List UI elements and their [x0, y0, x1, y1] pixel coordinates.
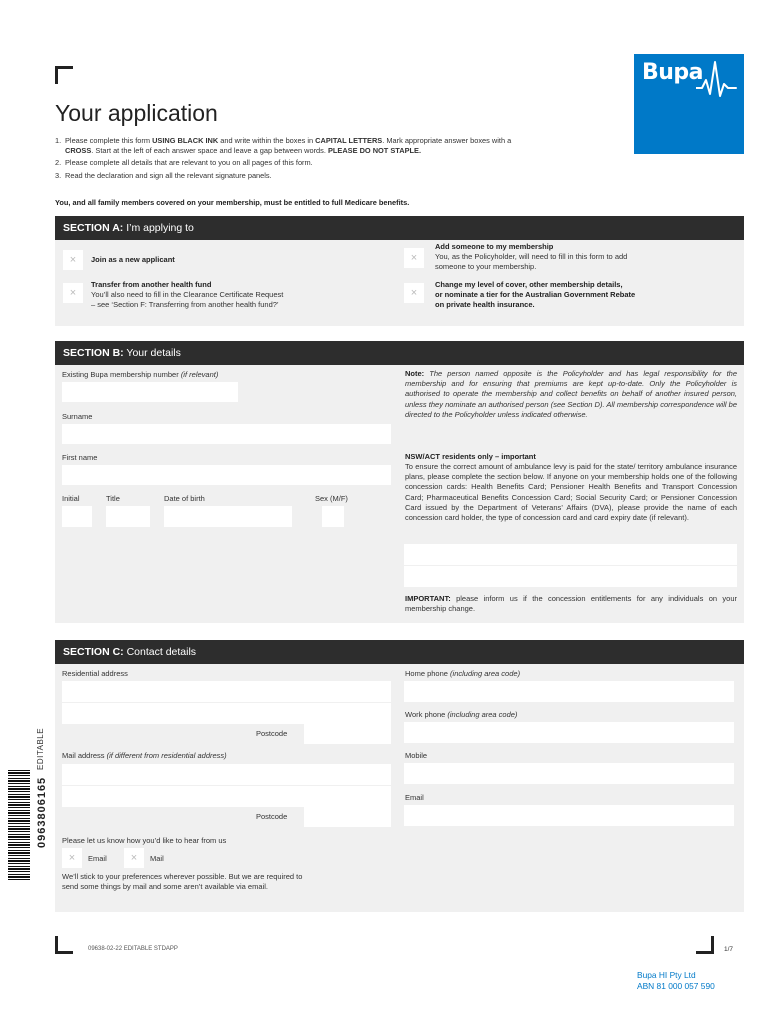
- email-label: Email: [405, 793, 424, 802]
- company-details: Bupa HI Pty Ltd ABN 81 000 057 590: [637, 970, 715, 991]
- instructions: [55, 136, 525, 183]
- existing-membership-label: Existing Bupa membership number (if relevant): [62, 370, 219, 379]
- existing-membership-input[interactable]: [62, 382, 238, 402]
- first-name-input[interactable]: [62, 465, 391, 485]
- nsw-act-text: To ensure the correct amount of ambulance levy is paid for the state/ territory ambulance insurance plans, please complete the section below. If anyone on your membership holds one of the following concession cards: Health Benefits Card; Pensioner Health Benefits and Transport Concession Card; Pharmaceutical Benefits Concession Card; Social Security Card; or Pensioner Concession Card issued by the Department of Veterans’ Affairs (DVA), please provide the name of each concession card holder, the type of concession card and card expiry date (if relevant).: [405, 462, 737, 523]
- form-code: 09638-02-22 EDITABLE STDAPP: [88, 946, 178, 952]
- mail-address-label: Mail address (if different from residential address): [62, 751, 227, 760]
- mail-preference-checkbox[interactable]: ×: [124, 848, 144, 868]
- change-cover-checkbox[interactable]: ×: [404, 283, 424, 303]
- section-a: [55, 216, 744, 326]
- section-c: [55, 640, 744, 912]
- instruction-1: 1. Please complete this form USING BLACK INK and write within the boxes in CAPITAL LETTERS. Mark appropriate answer boxes with a CROSS. Start at the left of each answer space and leave a gap between words. PLEASE DO NOT STAPLE.: [55, 136, 512, 155]
- barcode-number: 0963806165: [36, 776, 48, 848]
- barcode: [8, 770, 30, 880]
- bupa-logo: [634, 54, 744, 154]
- email-input[interactable]: [404, 805, 734, 826]
- section-a-heading: SECTION A: I’m applying to: [55, 216, 744, 240]
- editable-side-label: EDITABLE: [36, 727, 45, 770]
- mobile-input[interactable]: [404, 763, 734, 784]
- sex-label: Sex (M/F): [315, 494, 348, 503]
- change-cover-label: Change my level of cover, other membership details, or nominate a tier for the Australian Government Rebate on private health insurance.: [435, 280, 636, 310]
- title-input[interactable]: [106, 506, 150, 527]
- first-name-label: First name: [62, 453, 98, 462]
- preferences-note: We’ll stick to your preferences wherever possible. But we are required to send some things by mail and some aren’t available via email.: [62, 872, 303, 892]
- medicare-notice: You, and all family members covered on your membership, must be entitled to full Medicare benefits.: [55, 198, 410, 207]
- residential-address-label: Residential address: [62, 669, 128, 678]
- title-label: Title: [106, 494, 120, 503]
- section-b-heading: SECTION B: Your details: [55, 341, 744, 365]
- mail-postcode-input[interactable]: [304, 807, 391, 827]
- home-phone-label: Home phone (including area code): [405, 669, 521, 678]
- surname-label: Surname: [62, 412, 93, 421]
- residential-postcode-label: Postcode: [256, 729, 288, 738]
- transfer-label: Transfer from another health fund You’ll also need to fill in the Clearance Certificate Request – see ‘Section F: Transferring from another health fund?’: [91, 280, 284, 310]
- initial-input[interactable]: [62, 506, 92, 527]
- join-new-checkbox[interactable]: ×: [63, 250, 83, 270]
- work-phone-input[interactable]: [404, 722, 734, 743]
- concession-input-2[interactable]: [404, 566, 737, 587]
- initial-label: Initial: [62, 494, 80, 503]
- crop-mark-top-left: [55, 66, 73, 84]
- instruction-3: 3. Read the declaration and sign all the relevant signature panels.: [55, 170, 272, 180]
- logo-text: Bupa: [642, 60, 704, 85]
- dob-label: Date of birth: [164, 494, 205, 503]
- crop-mark-bottom-right: [696, 936, 714, 954]
- residential-address-line-2[interactable]: [62, 703, 391, 724]
- mail-preference-label: Mail: [150, 854, 164, 863]
- heartbeat-icon: [696, 58, 740, 100]
- policyholder-note: Note: The person named opposite is the Policyholder and has legal responsibility for the membership and for ensuring that premiums are kept up-to-date. Only the Policyholder is authorised to operate the membership and collect benefits on behalf of another insured person, unless they nominate an authorised person (see Section D). All membership correspondence will be directed to the Policyholder unless indicated otherwise.: [405, 369, 737, 419]
- add-someone-label: Add someone to my membership You, as the Policyholder, will need to fill in this form to add someone to your membership.: [435, 242, 628, 272]
- join-new-label: Join as a new applicant: [91, 255, 175, 264]
- concession-input-1[interactable]: [404, 544, 737, 565]
- important-notice: IMPORTANT: please inform us if the concession entitlements for any individuals on your membership change.: [405, 594, 737, 614]
- mail-postcode-label: Postcode: [256, 812, 288, 821]
- page-number: 1/7: [724, 946, 734, 953]
- section-b: [55, 341, 744, 623]
- mail-address-line-2[interactable]: [62, 786, 391, 807]
- residential-postcode-input[interactable]: [304, 724, 391, 744]
- page-title: Your application: [55, 100, 218, 126]
- crop-mark-bottom-left: [55, 936, 73, 954]
- nsw-act-title: NSW/ACT residents only – important: [405, 452, 536, 461]
- add-someone-checkbox[interactable]: ×: [404, 248, 424, 268]
- email-preference-checkbox[interactable]: ×: [62, 848, 82, 868]
- sex-input[interactable]: [322, 506, 344, 527]
- section-c-heading: SECTION C: Contact details: [55, 640, 744, 664]
- contact-preference-label: Please let us know how you’d like to hear from us: [62, 836, 227, 845]
- email-preference-label: Email: [88, 854, 107, 863]
- residential-address-line-1[interactable]: [62, 681, 391, 702]
- home-phone-input[interactable]: [404, 681, 734, 702]
- instruction-2: 2. Please complete all details that are relevant to you on all pages of this form.: [55, 158, 313, 168]
- work-phone-label: Work phone (including area code): [405, 710, 518, 719]
- mobile-label: Mobile: [405, 751, 428, 760]
- surname-input[interactable]: [62, 424, 391, 444]
- transfer-checkbox[interactable]: ×: [63, 283, 83, 303]
- dob-input[interactable]: [164, 506, 292, 527]
- mail-address-line-1[interactable]: [62, 764, 391, 785]
